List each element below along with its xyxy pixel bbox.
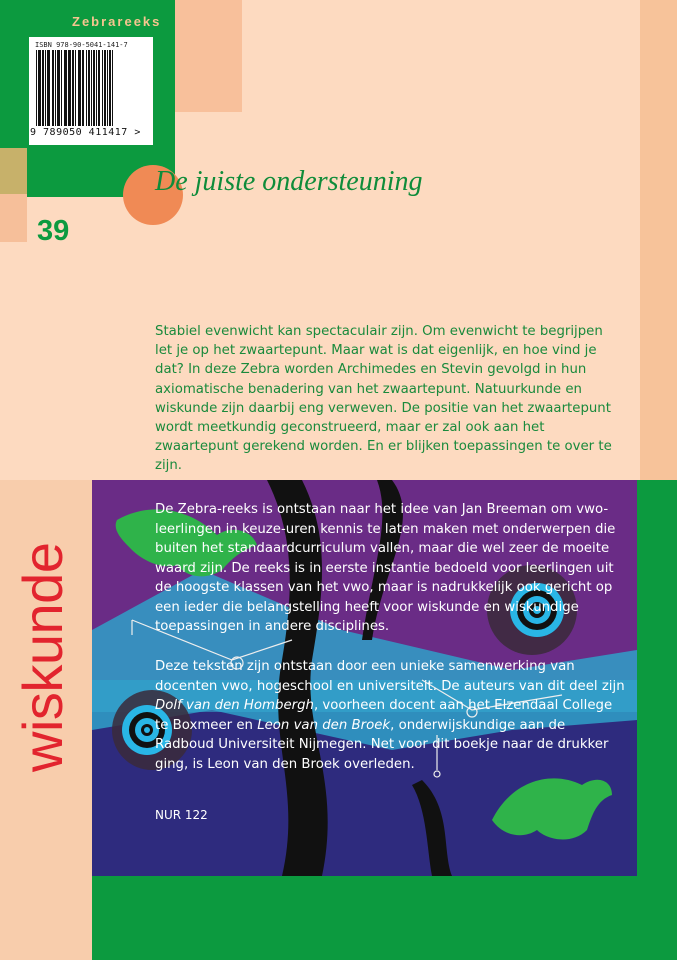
- barcode-bar: [91, 50, 92, 126]
- volume-number: 39: [37, 215, 70, 247]
- barcode-bar: [93, 50, 95, 126]
- barcode-bar: [107, 50, 108, 126]
- barcode-bar: [82, 50, 84, 126]
- authors-paragraph: [155, 657, 625, 774]
- authors-text: Deze teksten zijn ontstaan door een unieke samenwerking van docenten vwo, hogeschool en universiteit. De auteurs van dit deel zijn: [155, 659, 625, 694]
- authors-text: , voorheen docent aan het Elzendaal College te Boxmeer en: [155, 698, 613, 733]
- barcode-bar: [52, 50, 54, 126]
- barcode-bar: [98, 50, 100, 126]
- barcode-bar: [36, 50, 37, 126]
- authors-text: , onderwijskundige aan de Radboud Universiteit Nijmegen. Net voor dit boekje naar de drukker ging, is Leon van den Broek overleden.: [155, 717, 609, 772]
- barcode-bar: [96, 50, 97, 126]
- top-right-strip: [640, 0, 677, 480]
- barcode-bar: [75, 50, 76, 126]
- barcode-bar: [64, 50, 67, 126]
- barcode-bar: [61, 50, 62, 126]
- decorative-square: [175, 0, 242, 112]
- barcode-bar: [104, 50, 106, 126]
- subject-label: wiskunde: [11, 542, 74, 772]
- barcode: [29, 37, 153, 145]
- author-name: Dolf van den Hombergh: [155, 698, 314, 713]
- series-paragraph: De Zebra-reeks is ontstaan naar het idee van Jan Breeman om vwo-leerlingen in keuze-uren kennis te laten maken met onderwerpen die buiten het standaardcurriculum vallen, maar die wel zeer de moeite waard zijn. De reeks is in eerste instantie bedoeld voor leerlingen uit de hoogste klassen van het vwo, maar is nadrukkelijk ook gericht op een ieder die belangstelling heeft voor wiskunde en wiskundige toepassingen in andere disciplines.: [155, 502, 616, 634]
- barcode-bar: [86, 50, 87, 126]
- series-description: [155, 500, 625, 637]
- author-name: Leon van den Broek: [257, 717, 391, 733]
- decorative-square: [0, 194, 27, 242]
- book-title: De juiste ondersteuning: [155, 166, 423, 197]
- barcode-bar: [102, 50, 103, 126]
- bottom-green-band: [92, 876, 677, 960]
- intro-text: Stabiel evenwicht kan spectaculair zijn. Om evenwicht te begrijpen let je op het zwaartepunt. Maar wat is dat eigenlijk, en hoe vind je dat? In deze Zebra worden Archimedes en Stevin gevolgd in hun axiomatische benadering van het zwaartepunt. Natuurkunde en wiskunde zijn daarbij eng verweven. De positie van het zwaartepunt wordt meetkundig geconstrueerd, maar er zal ook aan het zwaartepunt gerekend worden. En er blijken toepassingen te over te zijn.: [155, 324, 612, 474]
- nur-code: NUR 122: [155, 808, 208, 822]
- isbn-label: ISBN 978-90-5041-141-7: [35, 41, 128, 49]
- barcode-bar: [78, 50, 81, 126]
- barcode-bar: [45, 50, 46, 126]
- barcode-bar: [55, 50, 56, 126]
- decorative-square: [0, 148, 27, 194]
- barcode-bar: [38, 50, 41, 126]
- barcode-bar: [68, 50, 71, 126]
- series-label: Zebrareeks: [72, 14, 162, 29]
- barcode-bar: [72, 50, 74, 126]
- barcode-bar: [112, 50, 113, 126]
- barcode-bar: [57, 50, 60, 126]
- barcode-bar: [88, 50, 90, 126]
- authors-description: [155, 657, 625, 774]
- barcode-bars: [36, 50, 146, 128]
- barcode-digits: 9 789050 411417 >: [30, 127, 141, 138]
- barcode-bar: [109, 50, 111, 126]
- barcode-bar: [42, 50, 44, 126]
- barcode-bar: [47, 50, 50, 126]
